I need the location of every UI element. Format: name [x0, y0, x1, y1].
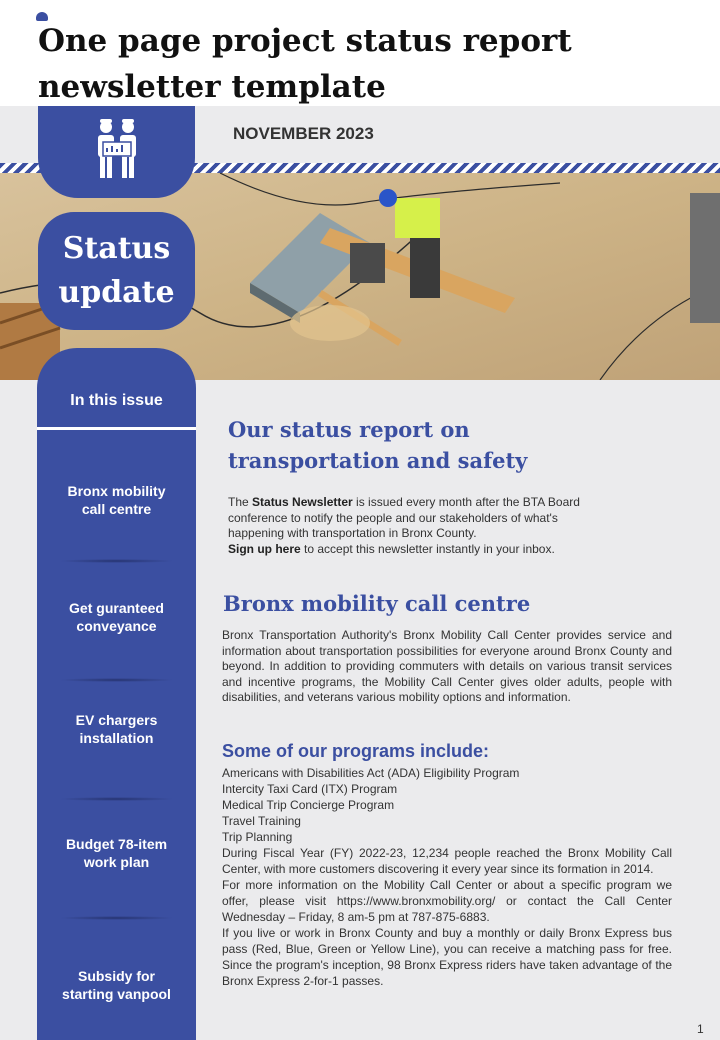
sidebar-item-label: Bronx mobility — [67, 483, 166, 499]
sign-up-link[interactable]: Sign up here — [228, 541, 301, 556]
issue-date: NOVEMBER 2023 — [233, 124, 374, 143]
intro-text: The — [228, 495, 253, 509]
in-this-issue-sidebar — [37, 348, 196, 1040]
sidebar-header-rule — [37, 427, 196, 430]
newsletter-name: Status Newsletter — [252, 495, 353, 509]
sidebar-item-vanpool-subsidy[interactable] — [45, 967, 188, 1003]
status-heading-line-1: Our status report on — [228, 417, 470, 442]
workers-blueprint-icon — [93, 116, 141, 182]
status-badge-line-2: update — [58, 275, 175, 310]
status-badge-line-1: Status — [62, 231, 171, 266]
sidebar-header: In this issue — [70, 392, 163, 409]
intro-paragraph — [228, 495, 608, 557]
header-badge — [38, 106, 195, 198]
bronx-mobility-heading: Bronx mobility call centre — [223, 591, 531, 616]
page-title — [38, 18, 698, 110]
fiscal-year-paragraph: During Fiscal Year (FY) 2022-23, 12,234 people reached the Bronx Mobility Call Center, with more customers discovering it every year since its formation in 2014. — [222, 846, 672, 876]
sidebar-item-label: call centre — [81, 501, 152, 517]
programs-block — [222, 765, 672, 989]
status-heading-line-2: transportation and safety — [228, 448, 528, 473]
sidebar-item-label: conveyance — [76, 618, 157, 634]
page-number: 1 — [697, 1022, 704, 1036]
sidebar-item-ev-chargers[interactable] — [45, 711, 188, 747]
list-item: Medical Trip Concierge Program — [222, 798, 395, 812]
sidebar-item-label: Budget 78-item — [65, 836, 168, 852]
sidebar-item-label: starting vanpool — [62, 986, 171, 1002]
sidebar-item-budget-work-plan[interactable] — [45, 835, 188, 871]
list-item: Trip Planning — [222, 830, 293, 844]
sidebar-divider — [59, 678, 174, 682]
sidebar-item-label: Get guranteed — [69, 600, 164, 616]
sidebar-item-bronx-mobility[interactable] — [45, 482, 188, 518]
sidebar-item-label: work plan — [83, 854, 150, 870]
bus-pass-paragraph: If you live or work in Bronx County and buy a monthly or daily Bronx Express bus pass (Red, Blue, Green or Yellow Line), you can receive a matching pass for free. Since the program's inception, 98 Bronx Express riders have taken advantage of the Bronx Express 2-for-1 passes. — [222, 926, 672, 988]
list-item: Travel Training — [222, 814, 301, 828]
sidebar-divider — [59, 916, 174, 920]
sidebar-divider — [59, 797, 174, 801]
intro-text: is issued every month after the BTA Board conference to notify the people and our stakeholders of what's happening with transportation in Bronx County. — [228, 495, 580, 540]
title-line-2: newsletter template — [38, 69, 386, 105]
list-item: Americans with Disabilities Act (ADA) Eligibility Program — [222, 766, 520, 780]
status-report-heading — [228, 414, 668, 476]
list-item: Intercity Taxi Card (ITX) Program — [222, 782, 398, 796]
signup-text: to accept this newsletter instantly in your inbox. — [300, 541, 555, 556]
title-line-1: One page project status report — [38, 23, 572, 59]
sidebar-item-label: Subsidy for — [77, 968, 155, 984]
programs-heading: Some of our programs include: — [222, 741, 490, 761]
sidebar-item-label: installation — [79, 730, 154, 746]
status-update-badge — [38, 212, 195, 330]
sidebar-item-label: EV chargers — [75, 712, 158, 728]
sidebar-divider — [59, 559, 174, 563]
sidebar-item-guaranteed-conveyance[interactable] — [45, 599, 188, 635]
bronx-mobility-paragraph: Bronx Transportation Authority's Bronx Mobility Call Center provides service and information about transportation possibilities for everyone around Bronx County and beyond. In addition to providing commuters with details on various transit services and incentive programs, the Mobility Call Center gives older adults, people with disabilities, and veterans various mobility options and information. — [222, 628, 672, 704]
contact-paragraph: For more information on the Mobility Call Center or about a specific program we offer, please visit https://www.bronxmobility.org/ or contact the Call Center Wednesday – Friday, 8 am-5 pm at 787-875-6883. — [222, 878, 672, 924]
